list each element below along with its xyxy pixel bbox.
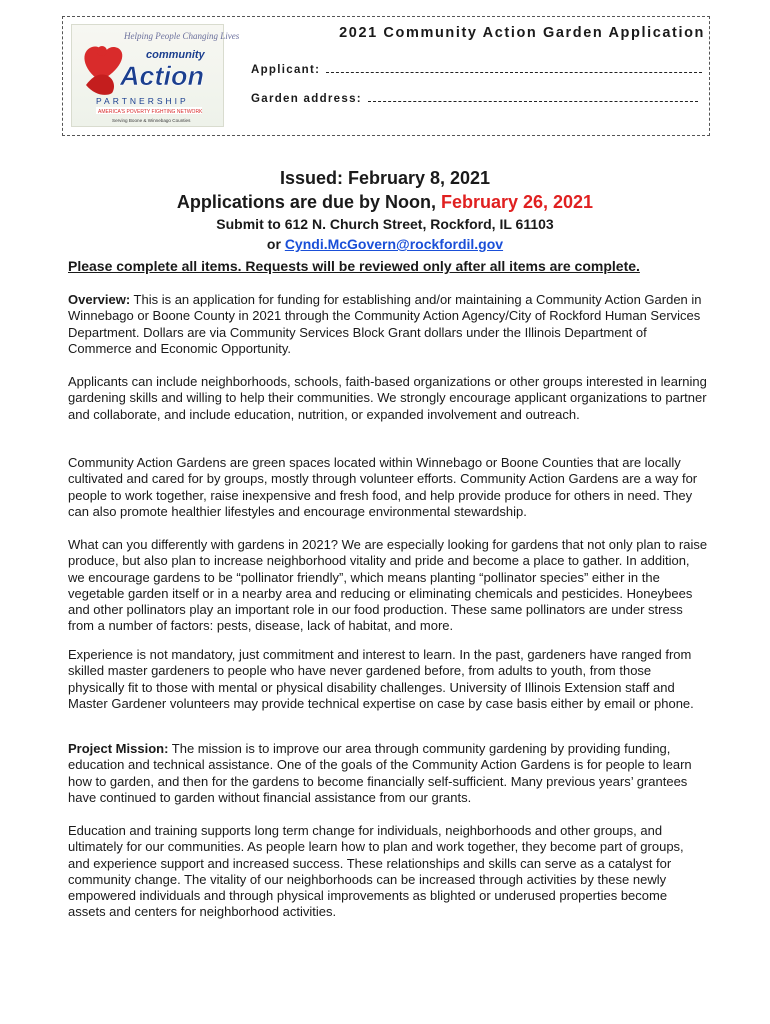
email-prefix: or <box>266 236 285 252</box>
mission-label: Project Mission: <box>68 741 169 756</box>
hands-icon <box>86 74 114 94</box>
garden-address-label: Garden address: <box>251 93 362 105</box>
submit-address: Submit to 612 N. Church Street, Rockford, IL 61103 <box>216 216 554 232</box>
applicant-label: Applicant: <box>251 64 321 76</box>
gardens-paragraph: Community Action Gardens are green spaces located within Winnebago or Boone Counties that are locally cultivated and cared for by groups, mostly through volunteer efforts. Community Action Gardens are a way for people to work together, raise inexpensive and fresh food, and help provide produce for others in need. They can also promote healthier lifestyles and encourage environmental stewardship. <box>68 455 698 519</box>
education-paragraph: Education and training supports long term change for individuals, neighborhoods and other groups, and ultimately for our communities. As people learn how to plan and work together, they become part of groups, and experience support and increased success. These relationships and skills can serve as a catalyst for community change. The vitality of our neighborhoods can be increased through activities by these newly empowered individuals and through physical improvements as blighted or underused properties become assets and centers for neighborhood activities. <box>68 823 684 920</box>
mission-paragraph <box>68 741 708 806</box>
logo-sub-network: AMERICA'S POVERTY FIGHTING NETWORK <box>98 109 203 115</box>
due-date-line <box>0 192 770 213</box>
overview-label: Overview: <box>68 292 131 307</box>
logo-word-partnership: PARTNERSHIP <box>96 96 189 106</box>
email-link[interactable]: Cyndi.McGovern@rockfordil.gov <box>284 236 504 252</box>
pollinator-paragraph: What can you differently with gardens in 2021? We are especially looking for gardens that not only plan to raise produce, but also plan to increase neighborhood vitality and pride and become a place to gather. In addition, we encourage gardens to be “pollinator friendly”, which means planting “pollinator species” either in the vegetable garden itself or in a nearby area and reducing or eliminating chemicals and pesticides. Honeybees and other pollinators play an important role in our food production. These same pollinators are under stress from a number of factors: pests, disease, lack of habitat, and more. <box>68 537 708 634</box>
logo-sub-counties: Serving Boone & Winnebago Counties <box>112 118 191 123</box>
overview-paragraph <box>68 292 708 357</box>
issued-date: Issued: February 8, 2021 <box>279 168 491 188</box>
email-line <box>0 236 770 252</box>
overview-text: This is an application for funding for establishing and/or maintaining a Community Action Garden in Winnebago or Boone County in 2021 through the Community Action Agency/City of Rockford Human Services Department. Dollars are via Community Services Block Grant dollars under the Illinois Department of Commerce and Economic Opportunity. <box>68 292 702 356</box>
garden-address-field[interactable] <box>251 91 698 105</box>
community-action-logo <box>71 24 240 127</box>
complete-notice: Please complete all items. Requests will be reviewed only after all items are complete. <box>68 258 640 274</box>
logo-word-action: Action <box>120 61 204 91</box>
garden-address-blank-line[interactable] <box>368 91 698 102</box>
mission-text: The mission is to improve our area through community gardening by providing funding, education and technical assistance. One of the goals of the Community Action Gardens is for people to learn how to garden, and then for the gardens to become financially self-sufficient. Many previous years’ grantees have continued to garden without financial assistance from our grants. <box>68 741 692 805</box>
due-date: February 26, 2021 <box>440 192 594 212</box>
experience-paragraph: Experience is not mandatory, just commitment and interest to learn. In the past, gardeners have ranged from skilled master gardeners to people who have never gardened before, from adults to youth, from those physically fit to those with mental or physical disability challenges. University of Illinois Extension staff and Master Gardener volunteers may provide technical expertise on case by case basis either by email or phone. <box>68 647 694 711</box>
applicant-blank-line[interactable] <box>326 62 702 73</box>
logo-word-community: community <box>146 49 205 61</box>
applicant-field[interactable] <box>251 62 702 76</box>
due-prefix: Applications are due by Noon, <box>176 192 441 212</box>
applicants-paragraph: Applicants can include neighborhoods, schools, faith-based organizations or other groups interested in learning gardening skills and willing to help their communities. We strongly encourage applicant organizations to partner and collaborate, and include education, nutrition, or expanded involvement and outreach. <box>68 374 707 422</box>
person-head-icon <box>97 46 107 56</box>
logo-tagline: Helping People Changing Lives <box>124 31 240 41</box>
header-box <box>62 16 710 136</box>
application-title: 2021 Community Action Garden Application <box>339 25 705 41</box>
